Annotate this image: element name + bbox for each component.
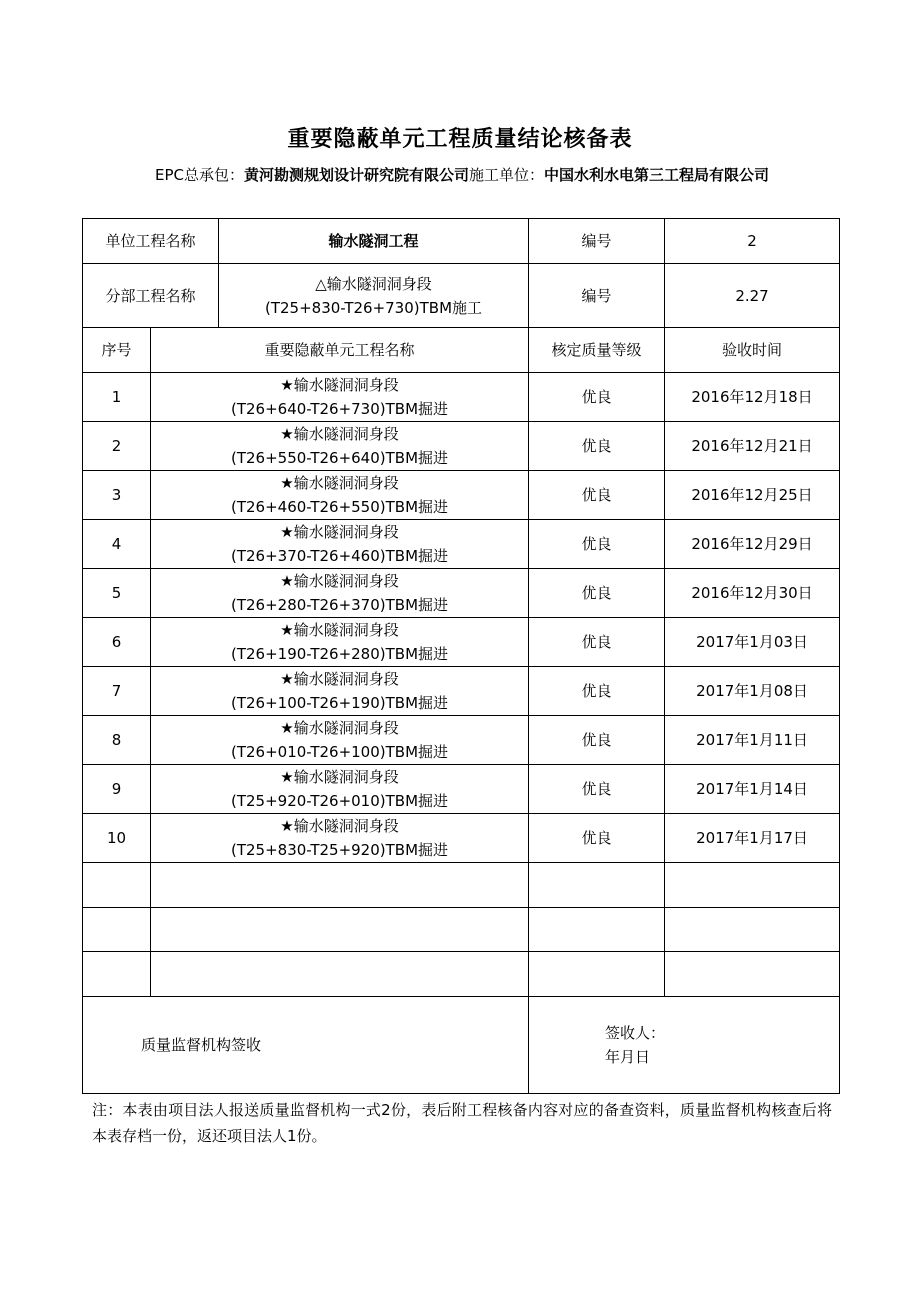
signature-row xyxy=(83,997,840,1094)
empty-row xyxy=(83,863,840,908)
empty-cell xyxy=(529,952,665,997)
row-name xyxy=(151,569,529,618)
row-seq: 5 xyxy=(83,569,151,618)
row-name-line2: (T26+370-T26+460)TBM掘进 xyxy=(230,547,449,565)
row-name xyxy=(151,422,529,471)
row-date: 2016年12月21日 xyxy=(665,422,840,471)
row-name xyxy=(151,520,529,569)
epc-label: EPC总承包： xyxy=(154,166,244,184)
row-name-line2: (T25+920-T26+010)TBM掘进 xyxy=(230,792,449,810)
empty-row xyxy=(83,952,840,997)
col-date: 验收时间 xyxy=(665,328,840,373)
empty-cell xyxy=(665,908,840,952)
col-grade: 核定质量等级 xyxy=(529,328,665,373)
row-seq: 6 xyxy=(83,618,151,667)
row-name-line2: (T26+190-T26+280)TBM掘进 xyxy=(230,645,449,663)
table-row xyxy=(83,716,840,765)
empty-cell xyxy=(151,952,529,997)
row-seq: 7 xyxy=(83,667,151,716)
row-seq: 4 xyxy=(83,520,151,569)
row-grade: 优良 xyxy=(529,373,665,422)
table-row xyxy=(83,667,840,716)
row-name-line1: ★输水隧洞洞身段 xyxy=(280,670,399,688)
row-date: 2016年12月29日 xyxy=(665,520,840,569)
row-name xyxy=(151,765,529,814)
table-row xyxy=(83,422,840,471)
row-name-line2: (T26+280-T26+370)TBM掘进 xyxy=(230,596,449,614)
sub-project-value xyxy=(219,264,529,328)
row-seq: 1 xyxy=(83,373,151,422)
empty-cell xyxy=(665,952,840,997)
row-date: 2016年12月30日 xyxy=(665,569,840,618)
table-row xyxy=(83,618,840,667)
signature-date: 年月日 xyxy=(605,1048,651,1066)
row-grade: 优良 xyxy=(529,814,665,863)
builder-label: 施工单位： xyxy=(468,166,544,184)
builder-value: 中国水利水电第三工程局有限公司 xyxy=(544,166,770,184)
sub-project-value-line2: (T25+830-T26+730)TBM施工 xyxy=(264,298,483,317)
col-name: 重要隐蔽单元工程名称 xyxy=(151,328,529,373)
header-line xyxy=(84,160,840,190)
row-seq: 2 xyxy=(83,422,151,471)
row-name-line2: (T26+460-T26+550)TBM掘进 xyxy=(230,498,449,516)
row-name xyxy=(151,471,529,520)
epc-value: 黄河勘测规划设计研究院有限公司 xyxy=(243,166,469,184)
row-grade: 优良 xyxy=(529,716,665,765)
row-date: 2017年1月11日 xyxy=(665,716,840,765)
table-row xyxy=(83,569,840,618)
row-grade: 优良 xyxy=(529,618,665,667)
empty-cell xyxy=(83,908,151,952)
document-title: 重要隐蔽单元工程质量结论核备表 xyxy=(287,127,633,152)
empty-row xyxy=(83,908,840,952)
sub-code-label: 编号 xyxy=(529,264,665,328)
row-name xyxy=(151,373,529,422)
unit-code-value: 2 xyxy=(665,219,840,264)
row-grade: 优良 xyxy=(529,422,665,471)
row-grade: 优良 xyxy=(529,667,665,716)
footnote: 注：本表由项目法人报送质量监督机构一式2份，表后附工程核备内容对应的备查资料，质量监督机构核查后将本表存档一份，返还项目法人1份。 xyxy=(92,1101,832,1145)
table-row xyxy=(83,471,840,520)
empty-cell xyxy=(151,863,529,908)
col-seq: 序号 xyxy=(83,328,151,373)
unit-project-value: 输水隧洞工程 xyxy=(219,219,529,264)
signature-area xyxy=(529,997,840,1094)
data-rows xyxy=(83,373,840,863)
row-name-line1: ★输水隧洞洞身段 xyxy=(280,572,399,590)
row-name-line1: ★输水隧洞洞身段 xyxy=(280,425,399,443)
row-name-line2: (T26+100-T26+190)TBM掘进 xyxy=(230,694,449,712)
table-row xyxy=(83,373,840,422)
empty-cell xyxy=(529,863,665,908)
row-seq: 3 xyxy=(83,471,151,520)
signature-label: 质量监督机构签收 xyxy=(83,997,529,1094)
row-grade: 优良 xyxy=(529,471,665,520)
row-date: 2016年12月18日 xyxy=(665,373,840,422)
sub-project-value-line1: △输水隧洞洞身段 xyxy=(315,274,432,293)
empty-cell xyxy=(665,863,840,908)
row-name xyxy=(151,716,529,765)
row-date: 2017年1月17日 xyxy=(665,814,840,863)
row-name xyxy=(151,667,529,716)
row-name xyxy=(151,618,529,667)
empty-cell xyxy=(151,908,529,952)
row-name-line1: ★输水隧洞洞身段 xyxy=(280,719,399,737)
row-name-line2: (T25+830-T25+920)TBM掘进 xyxy=(230,841,449,859)
record-table xyxy=(82,218,840,1094)
row-grade: 优良 xyxy=(529,569,665,618)
signer-label: 签收人： xyxy=(605,1024,666,1042)
row-name-line1: ★输水隧洞洞身段 xyxy=(280,817,399,835)
row-name-line2: (T26+640-T26+730)TBM掘进 xyxy=(230,400,449,418)
row-date: 2017年1月08日 xyxy=(665,667,840,716)
unit-project-row xyxy=(83,219,840,264)
column-header-row xyxy=(83,328,840,373)
empty-cell xyxy=(83,952,151,997)
row-name-line2: (T26+010-T26+100)TBM掘进 xyxy=(230,743,449,761)
row-seq: 9 xyxy=(83,765,151,814)
row-date: 2017年1月03日 xyxy=(665,618,840,667)
row-seq: 8 xyxy=(83,716,151,765)
table-row xyxy=(83,520,840,569)
sub-code-value: 2.27 xyxy=(665,264,840,328)
row-grade: 优良 xyxy=(529,520,665,569)
row-grade: 优良 xyxy=(529,765,665,814)
sub-project-label: 分部工程名称 xyxy=(83,264,219,328)
row-name xyxy=(151,814,529,863)
row-name-line1: ★输水隧洞洞身段 xyxy=(280,523,399,541)
row-date: 2017年1月14日 xyxy=(665,765,840,814)
row-date: 2016年12月25日 xyxy=(665,471,840,520)
empty-cell xyxy=(83,863,151,908)
unit-project-label: 单位工程名称 xyxy=(83,219,219,264)
row-seq: 10 xyxy=(83,814,151,863)
row-name-line2: (T26+550-T26+640)TBM掘进 xyxy=(230,449,449,467)
row-name-line1: ★输水隧洞洞身段 xyxy=(280,474,399,492)
row-name-line1: ★输水隧洞洞身段 xyxy=(280,621,399,639)
table-row xyxy=(83,814,840,863)
sub-project-row xyxy=(83,264,840,328)
unit-code-label: 编号 xyxy=(529,219,665,264)
empty-cell xyxy=(529,908,665,952)
row-name-line1: ★输水隧洞洞身段 xyxy=(280,376,399,394)
table-row xyxy=(83,765,840,814)
row-name-line1: ★输水隧洞洞身段 xyxy=(280,768,399,786)
